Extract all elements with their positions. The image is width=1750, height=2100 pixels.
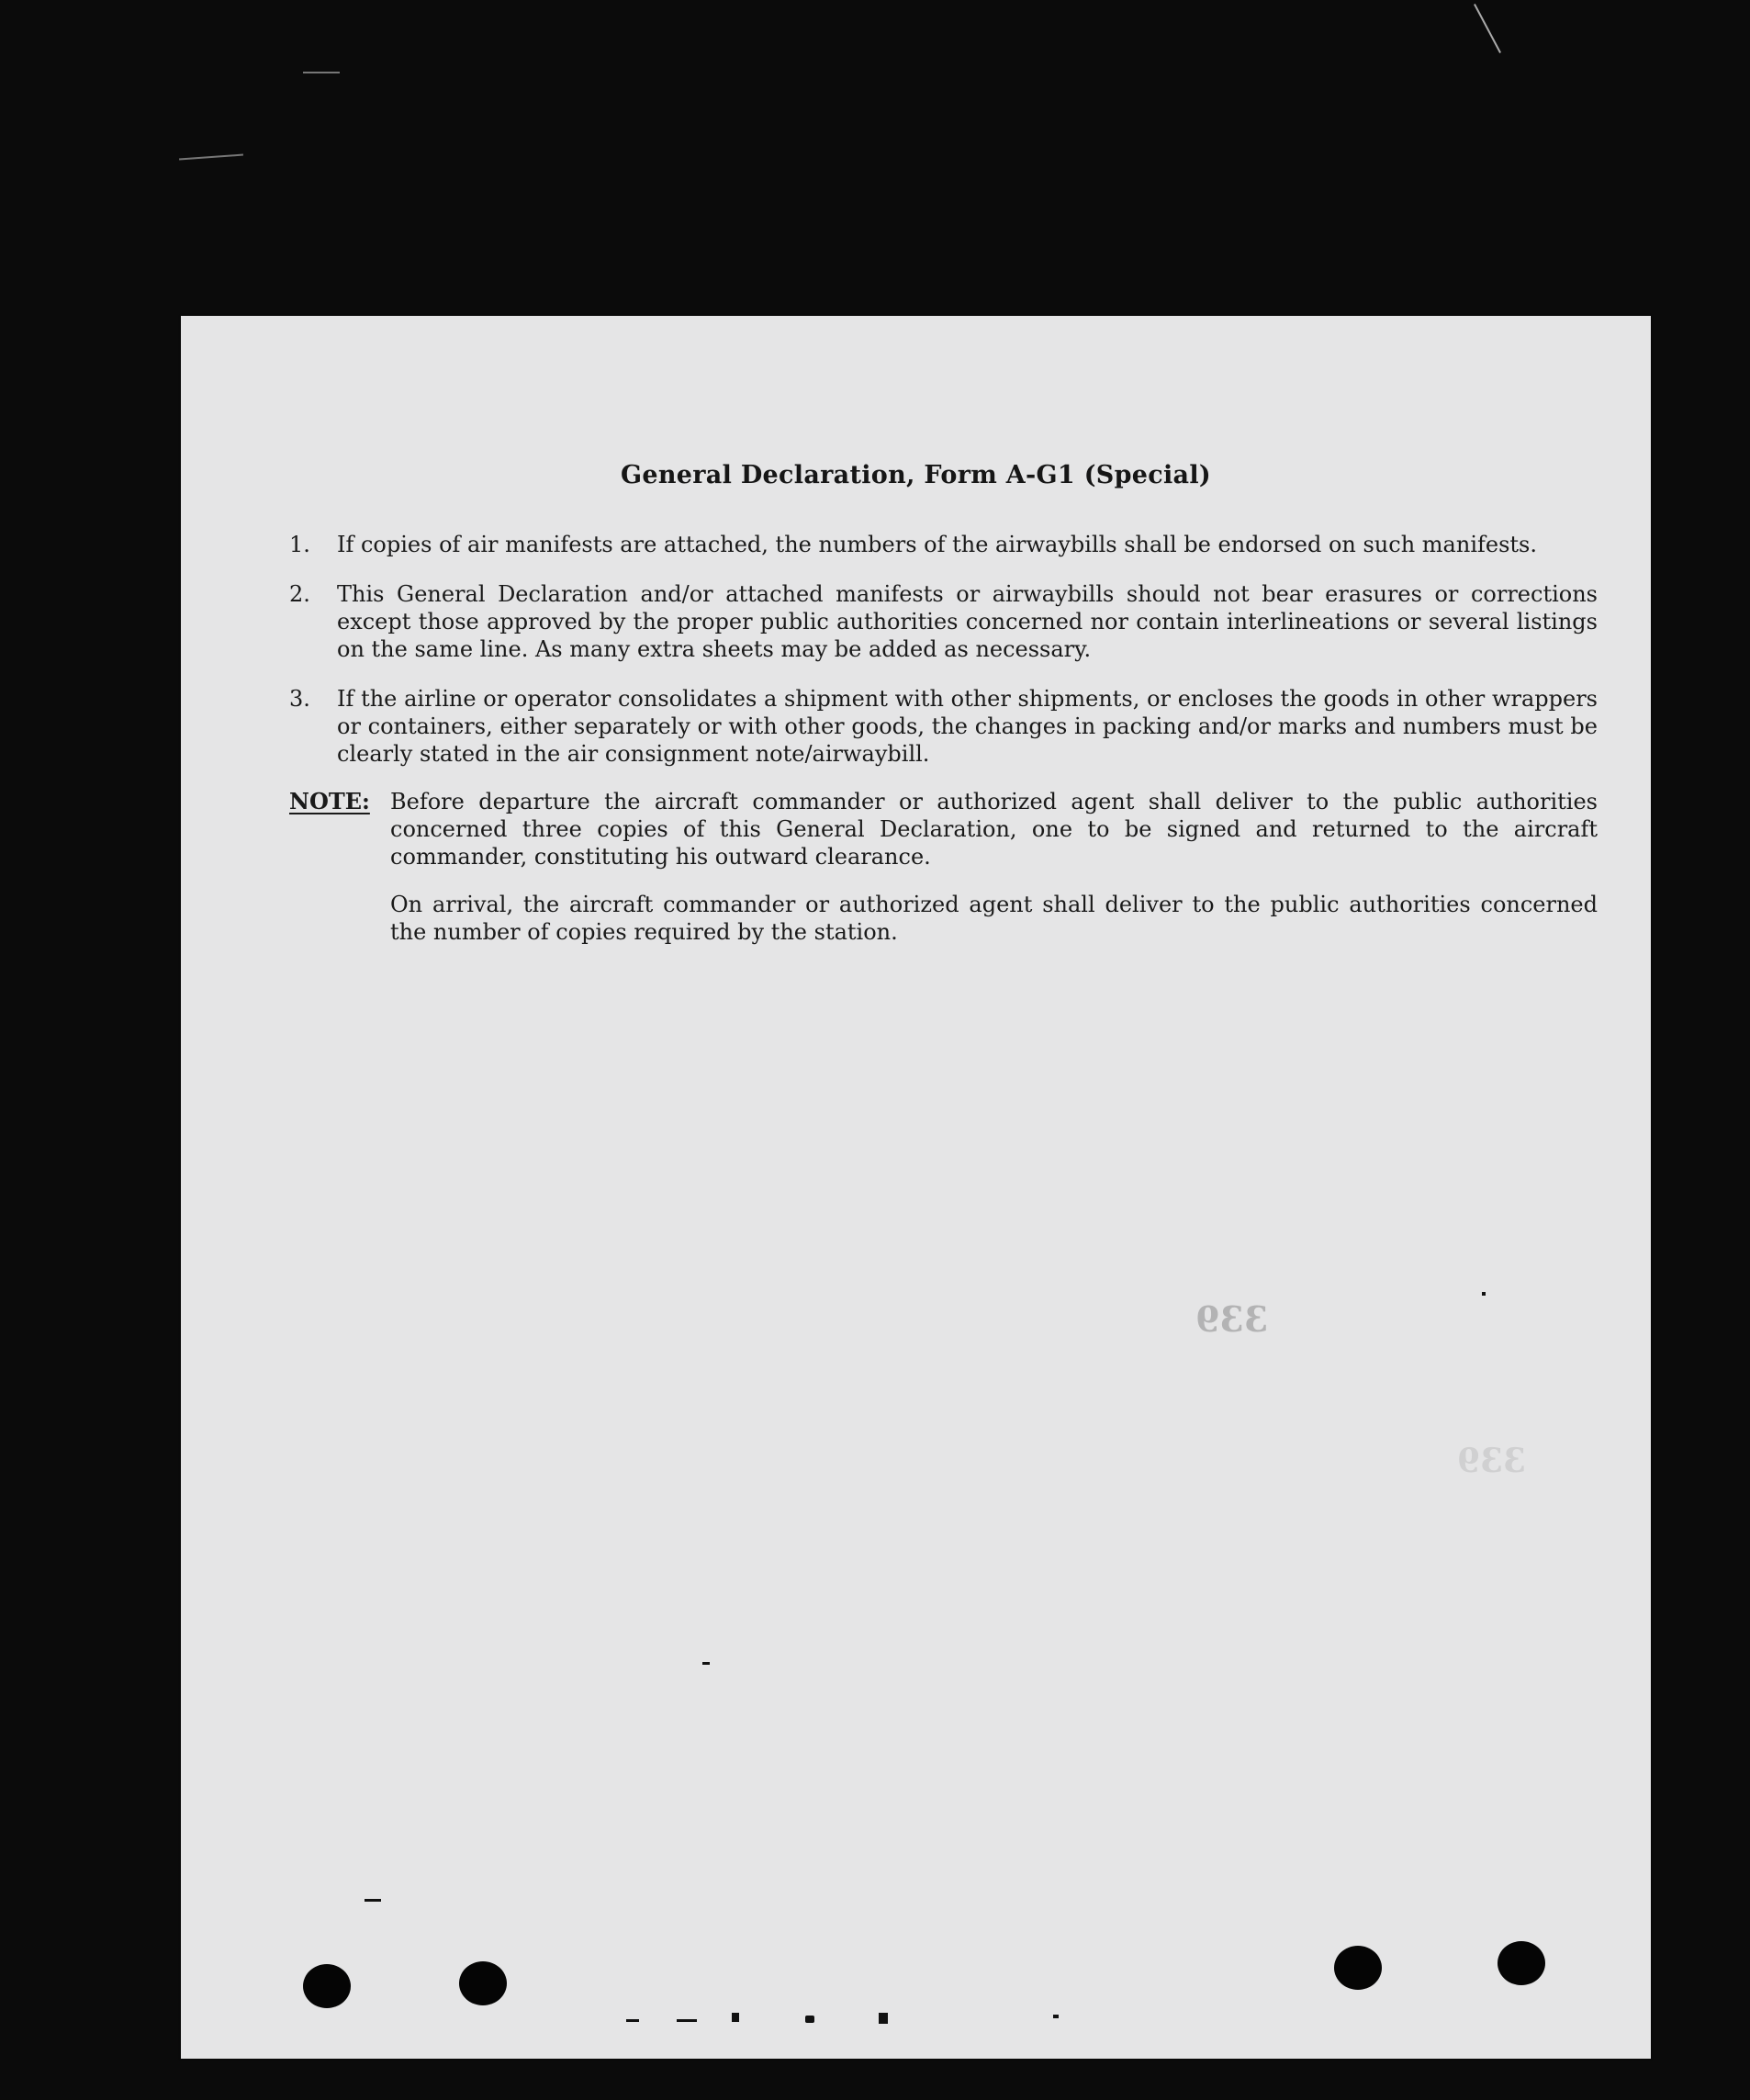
ink-speck [677,2019,697,2022]
ink-speck [1482,1292,1486,1296]
document-title: General Declaration, Form A-G1 (Special) [621,461,1211,489]
punch-hole [1498,1941,1545,1985]
ink-speck [365,1899,381,1902]
ink-speck [732,2013,739,2022]
list-item-number: 1. [289,532,310,557]
bleed-through-page-number: 339 [1195,1298,1269,1340]
punch-hole [459,1961,507,2005]
film-scratch [303,72,340,73]
punch-hole [303,1964,351,2008]
ink-speck [805,2016,814,2023]
list-item-text: If the airline or operator consolidates a shipment with other shipments, or encloses the goods in other wrappers or containers, either separately or with other goods, the changes in packing and/or marks and numbers must be clearly stated in the air consignment note/airwaybill. [337,686,1598,767]
bleed-through-page-number-faint: 339 [1457,1442,1527,1480]
ink-speck [879,2013,888,2024]
film-scratch [1474,4,1501,53]
list-item-text: This General Declaration and/or attached manifests or airwaybills should not bear erasures or corrections except those approved by the proper public authorities concerned nor contain interlineations or several listings on the same line. As many extra sheets may be added as necessary. [337,581,1598,662]
note-text: Before departure the aircraft commander or authorized agent shall deliver to the public authorities concerned three copies of this General Declaration, one to be signed and returned to the aircraft commander, constituting his outward clearance. [390,789,1598,870]
document-page [181,316,1651,2059]
list-item-number: 2. [289,581,310,607]
ink-speck [1053,2015,1059,2018]
list-item-text: If copies of air manifests are attached, the numbers of the airwaybills shall be endorsed on such manifests. [337,532,1537,557]
film-scratch [179,154,243,161]
punch-hole [1334,1946,1382,1990]
list-item-number: 3. [289,686,310,712]
note-arrival-text: On arrival, the aircraft commander or authorized agent shall deliver to the public authorities concerned the number of copies required by the station. [390,892,1598,945]
ink-speck [626,2019,639,2022]
note-label: NOTE: [289,788,370,814]
ink-speck [702,1662,710,1665]
